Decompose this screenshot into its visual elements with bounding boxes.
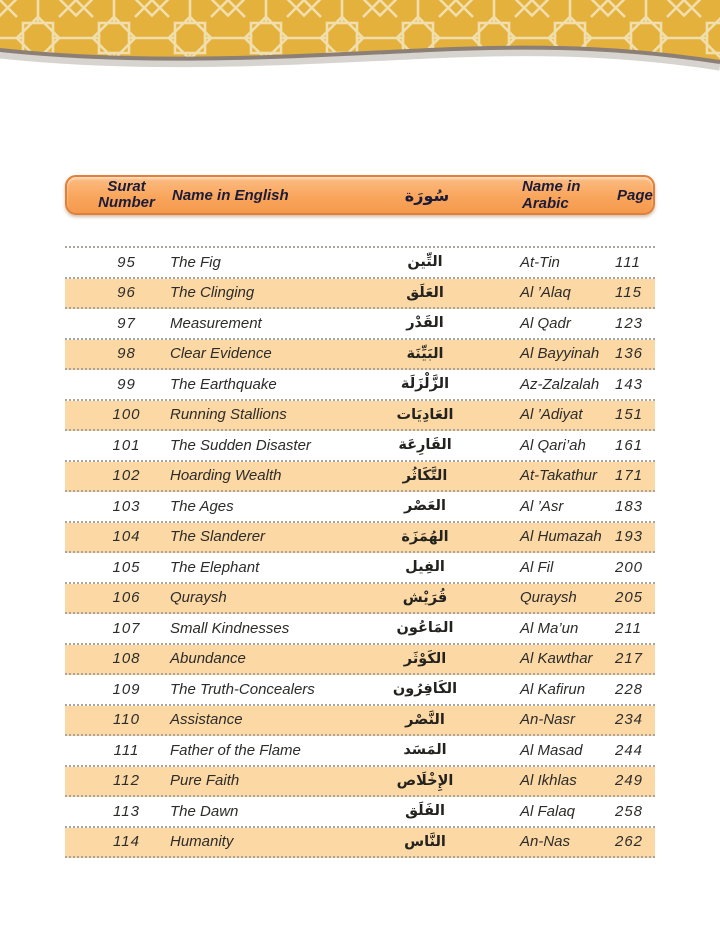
surah-transliterated-name: At-Takathur [520,467,597,485]
surah-english-name: The Ages [170,497,234,515]
surah-arabic-calligraphy: التِّين [407,254,443,271]
surat-number: 109 [112,680,141,698]
table-row [65,309,655,340]
surah-english-name: Father of the Flame [170,741,301,759]
column-header-page: Page [617,186,653,204]
page-number: 244 [615,741,644,759]
table-row [65,431,655,462]
surah-english-name: The Slanderer [170,528,266,546]
surah-transliterated-name: Al Kafirun [520,680,586,698]
table-row [65,767,655,798]
table-header [65,175,655,215]
surah-transliterated-name: Al Qari’ah [520,436,586,454]
table-row [65,401,655,432]
surah-transliterated-name: Al Ikhlas [520,772,577,790]
column-header-name-in-arabic: Name in Arabic [522,178,581,212]
surah-english-name: Pure Faith [170,772,240,790]
page-number: 228 [615,680,644,698]
surah-transliterated-name: Al Falaq [520,802,576,820]
surah-transliterated-name: Al Masad [520,741,583,759]
surah-transliterated-name: Al Qadr [520,314,571,332]
table-row [65,523,655,554]
surah-arabic-calligraphy: العَادِيَات [396,406,454,423]
surat-number: 111 [113,741,140,759]
surah-english-name: Measurement [170,314,262,332]
column-header-name-in-english: Name in English [172,186,289,204]
surat-number: 98 [117,345,136,363]
surat-number: 104 [112,528,141,546]
surah-arabic-calligraphy: المَسَد [403,742,447,759]
page-number: 151 [615,406,644,424]
surat-number: 106 [112,589,141,607]
table-row [65,736,655,767]
page-number: 143 [615,375,644,393]
surat-number: 99 [117,375,136,393]
table-row [65,706,655,737]
surah-english-name: The Truth-Concealers [170,680,315,698]
table-row [65,492,655,523]
page-number: 183 [615,497,644,515]
page-number: 161 [615,436,644,454]
surah-english-name: Assistance [170,711,243,729]
page-number: 211 [615,619,642,637]
surat-number: 100 [112,406,141,424]
surah-english-name: The Clinging [170,284,255,302]
surah-transliterated-name: Az-Zalzalah [520,375,600,393]
page-number: 136 [615,345,644,363]
table-row [65,675,655,706]
surah-transliterated-name: Al Ma’un [520,619,579,637]
surat-number: 103 [112,497,141,515]
page-number: 200 [615,558,644,576]
table-body [65,246,655,858]
surah-arabic-calligraphy: التَّكَاثُر [402,467,448,484]
table-row [65,614,655,645]
surah-arabic-calligraphy: المَاعُون [396,620,454,637]
surat-number: 113 [113,802,140,820]
column-header-surat-number: Surat Number [98,178,155,211]
surat-number: 96 [117,284,136,302]
surah-arabic-calligraphy: القَارِعَة [398,437,452,454]
page-number: 217 [615,650,644,668]
column-header-surah-arabic-calligraphy: سُورَة [404,185,450,205]
surat-number: 107 [112,619,141,637]
decorative-banner [0,0,720,80]
surah-transliterated-name: Al ’Alaq [520,284,571,302]
table-row [65,828,655,859]
surah-arabic-calligraphy: الفَلَق [405,803,445,820]
surah-english-name: Small Kindnesses [170,619,290,637]
surah-arabic-calligraphy: الزَّلْزَلَة [400,376,450,393]
surat-number: 102 [112,467,141,485]
surat-number: 95 [117,253,136,271]
surat-number: 105 [112,558,141,576]
surah-english-name: The Elephant [170,558,260,576]
table-row [65,553,655,584]
page-number: 262 [615,833,644,851]
surah-transliterated-name: Al Kawthar [520,650,593,668]
surah-arabic-calligraphy: الفِيل [405,559,445,576]
surah-arabic-calligraphy: النَّاس [404,833,446,850]
surah-transliterated-name: At-Tin [520,253,560,271]
table-row [65,645,655,676]
table-row [65,370,655,401]
page-number: 123 [615,314,644,332]
page-number: 205 [615,589,644,607]
page-number: 193 [615,528,644,546]
surah-arabic-calligraphy: الإِخْلَاص [396,772,454,789]
page-number: 258 [615,802,644,820]
page-number: 234 [615,711,644,729]
surah-transliterated-name: Al Bayyinah [520,345,600,363]
surat-number: 108 [112,650,141,668]
surah-arabic-calligraphy: النَّصْر [405,711,445,728]
surah-english-name: Abundance [170,650,246,668]
surah-index-table [65,175,655,858]
page-number: 111 [615,253,641,271]
page-number: 249 [615,772,644,790]
surah-english-name: Hoarding Wealth [170,467,282,485]
page-number: 115 [615,284,642,302]
surah-transliterated-name: Al Fil [520,558,554,576]
table-row [65,462,655,493]
surah-transliterated-name: An-Nas [520,833,571,851]
surat-number: 110 [113,711,140,729]
surah-arabic-calligraphy: العَلَق [406,284,444,301]
surah-arabic-calligraphy: العَصْر [404,498,446,515]
table-row [65,797,655,828]
table-row [65,584,655,615]
surat-number: 101 [112,436,141,454]
surah-transliterated-name: Al ’Adiyat [520,406,583,424]
surah-transliterated-name: Al ’Asr [520,497,564,515]
surah-english-name: Quraysh [170,589,227,607]
surah-english-name: Humanity [170,833,234,851]
surat-number: 114 [113,833,140,851]
surah-english-name: The Dawn [170,802,239,820]
surah-transliterated-name: Al Humazah [520,528,602,546]
surat-number: 97 [117,314,136,332]
surah-arabic-calligraphy: البَيِّنَة [406,345,444,362]
table-row [65,248,655,279]
table-row [65,279,655,310]
surah-arabic-calligraphy: الهُمَزَة [401,528,449,545]
surah-arabic-calligraphy: قُرَيْش [402,589,448,606]
surah-arabic-calligraphy: الكَوْثَر [403,650,447,667]
surah-english-name: The Sudden Disaster [170,436,311,454]
surah-arabic-calligraphy: الكَافِرُون [392,681,458,698]
surah-english-name: The Fig [170,253,221,271]
surah-english-name: The Earthquake [170,375,277,393]
page-number: 171 [615,467,644,485]
surah-transliterated-name: An-Nasr [520,711,576,729]
surah-arabic-calligraphy: القَدْر [406,315,444,332]
table-row [65,340,655,371]
surat-number: 112 [113,772,140,790]
surah-english-name: Clear Evidence [170,345,272,363]
surah-transliterated-name: Quraysh [520,589,577,607]
surah-english-name: Running Stallions [170,406,287,424]
